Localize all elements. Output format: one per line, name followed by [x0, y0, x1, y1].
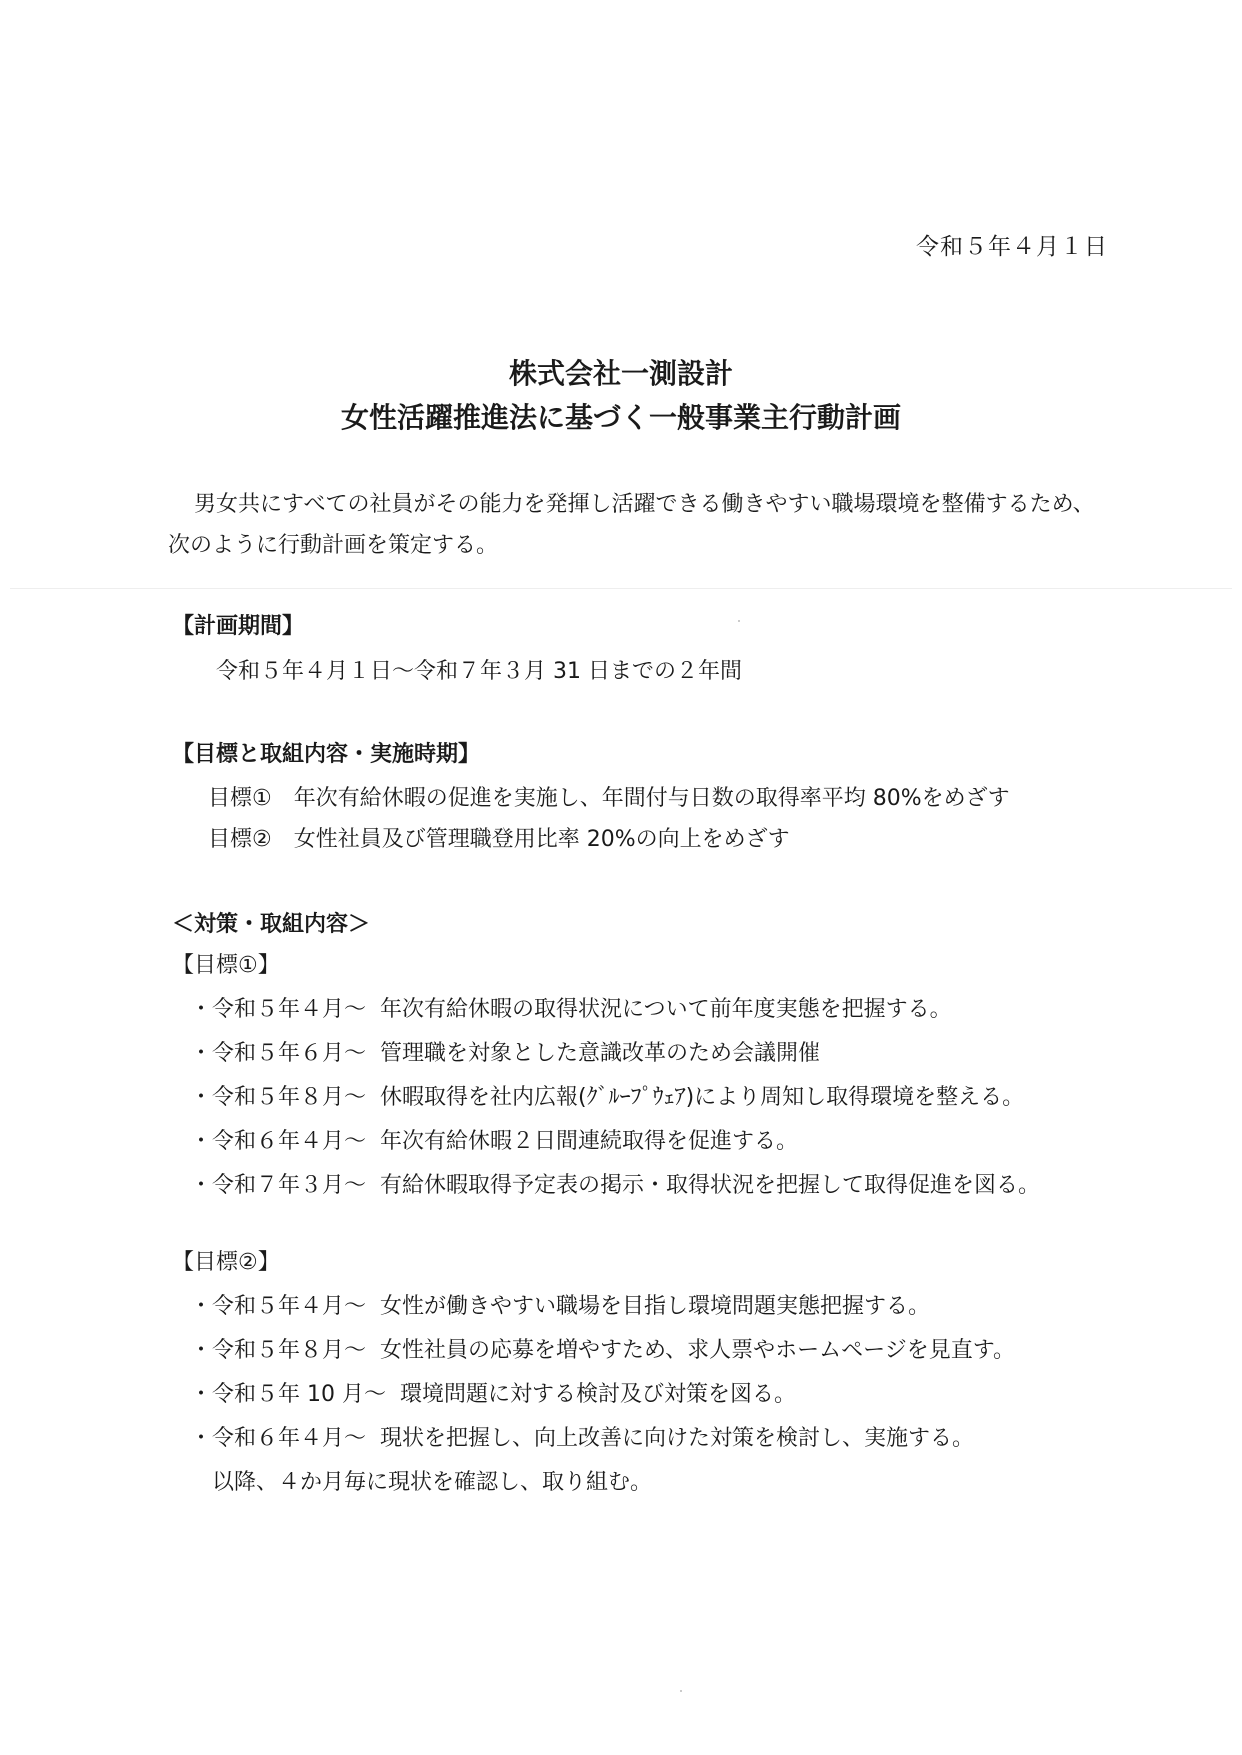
goal-label: 目標②: [208, 827, 272, 852]
list-item: ・令和５年８月～ 女性社員の応募を増やすため、求人票やホームページを見直す。: [190, 1338, 1015, 1363]
document-title: [0, 352, 1242, 440]
measures-section: [172, 904, 1040, 1505]
period-section: [172, 606, 742, 692]
period-text: 令和５年４月１日～令和７年３月 31 日までの２年間: [216, 659, 742, 684]
goal-label: 目標①: [208, 786, 272, 811]
goal-text: 年次有給休暇の促進を実施し、年間付与日数の取得率平均 80%をめざす: [293, 786, 1010, 811]
goal1-label: 【目標①】: [172, 953, 280, 978]
intro-paragraph: [168, 484, 1128, 566]
intro-line-2: 次のように行動計画を策定する。: [168, 533, 499, 558]
list-item: ・令和５年６月～ 管理職を対象とした意識改革のため会議開催: [190, 1041, 821, 1066]
list-item: ・令和７年３月～ 有給休暇取得予定表の掲示・取得状況を把握して取得促進を図る。: [190, 1173, 1041, 1198]
goal-item-2: [172, 819, 1010, 860]
list-item: ・令和５年４月～ 女性が働きやすい職場を目指し環境問題実態把握する。: [190, 1294, 931, 1319]
company-name: 株式会社一測設計: [508, 357, 733, 390]
scan-speck: [680, 1690, 682, 1692]
goal1-list: [172, 988, 1040, 1208]
list-item: ・令和５年４月～ 年次有給休暇の取得状況について前年度実態を把握する。: [190, 997, 952, 1022]
list-item: ・令和５年 10 月～ 環境問題に対する検討及び対策を図る。: [190, 1382, 796, 1407]
goal-text: 女性社員及び管理職登用比率 20%の向上をめざす: [293, 827, 790, 852]
document-date: 令和５年４月１日: [916, 234, 1108, 260]
goal-item-1: [172, 778, 1010, 819]
list-item: ・令和６年４月～ 現状を把握し、向上改善に向けた対策を検討し、実施する。: [190, 1426, 975, 1451]
intro-line-1: 男女共にすべての社員がその能力を発揮し活躍できる働きやすい職場環境を整備するため、: [194, 492, 1095, 517]
goals-section: [172, 734, 1010, 860]
goal2-list: [172, 1285, 1040, 1505]
plan-title: 女性活躍推進法に基づく一般事業主行動計画: [340, 401, 901, 434]
scan-divider: [10, 588, 1232, 589]
measures-heading: ＜対策・取組内容＞: [172, 912, 371, 937]
period-heading: 【計画期間】: [172, 614, 305, 639]
list-item: ・令和５年８月～ 休暇取得を社内広報(ｸﾞﾙｰﾌﾟｳｪｱ)により周知し取得環境を整える。: [190, 1085, 1025, 1110]
goal2-label: 【目標②】: [172, 1250, 280, 1275]
scan-speck: [738, 620, 740, 622]
list-item: ・令和６年４月～ 年次有給休暇２日間連続取得を促進する。: [190, 1129, 799, 1154]
followup-note: 以降、４か月毎に現状を確認し、取り組む。: [212, 1470, 653, 1495]
goals-heading: 【目標と取組内容・実施時期】: [172, 742, 481, 767]
